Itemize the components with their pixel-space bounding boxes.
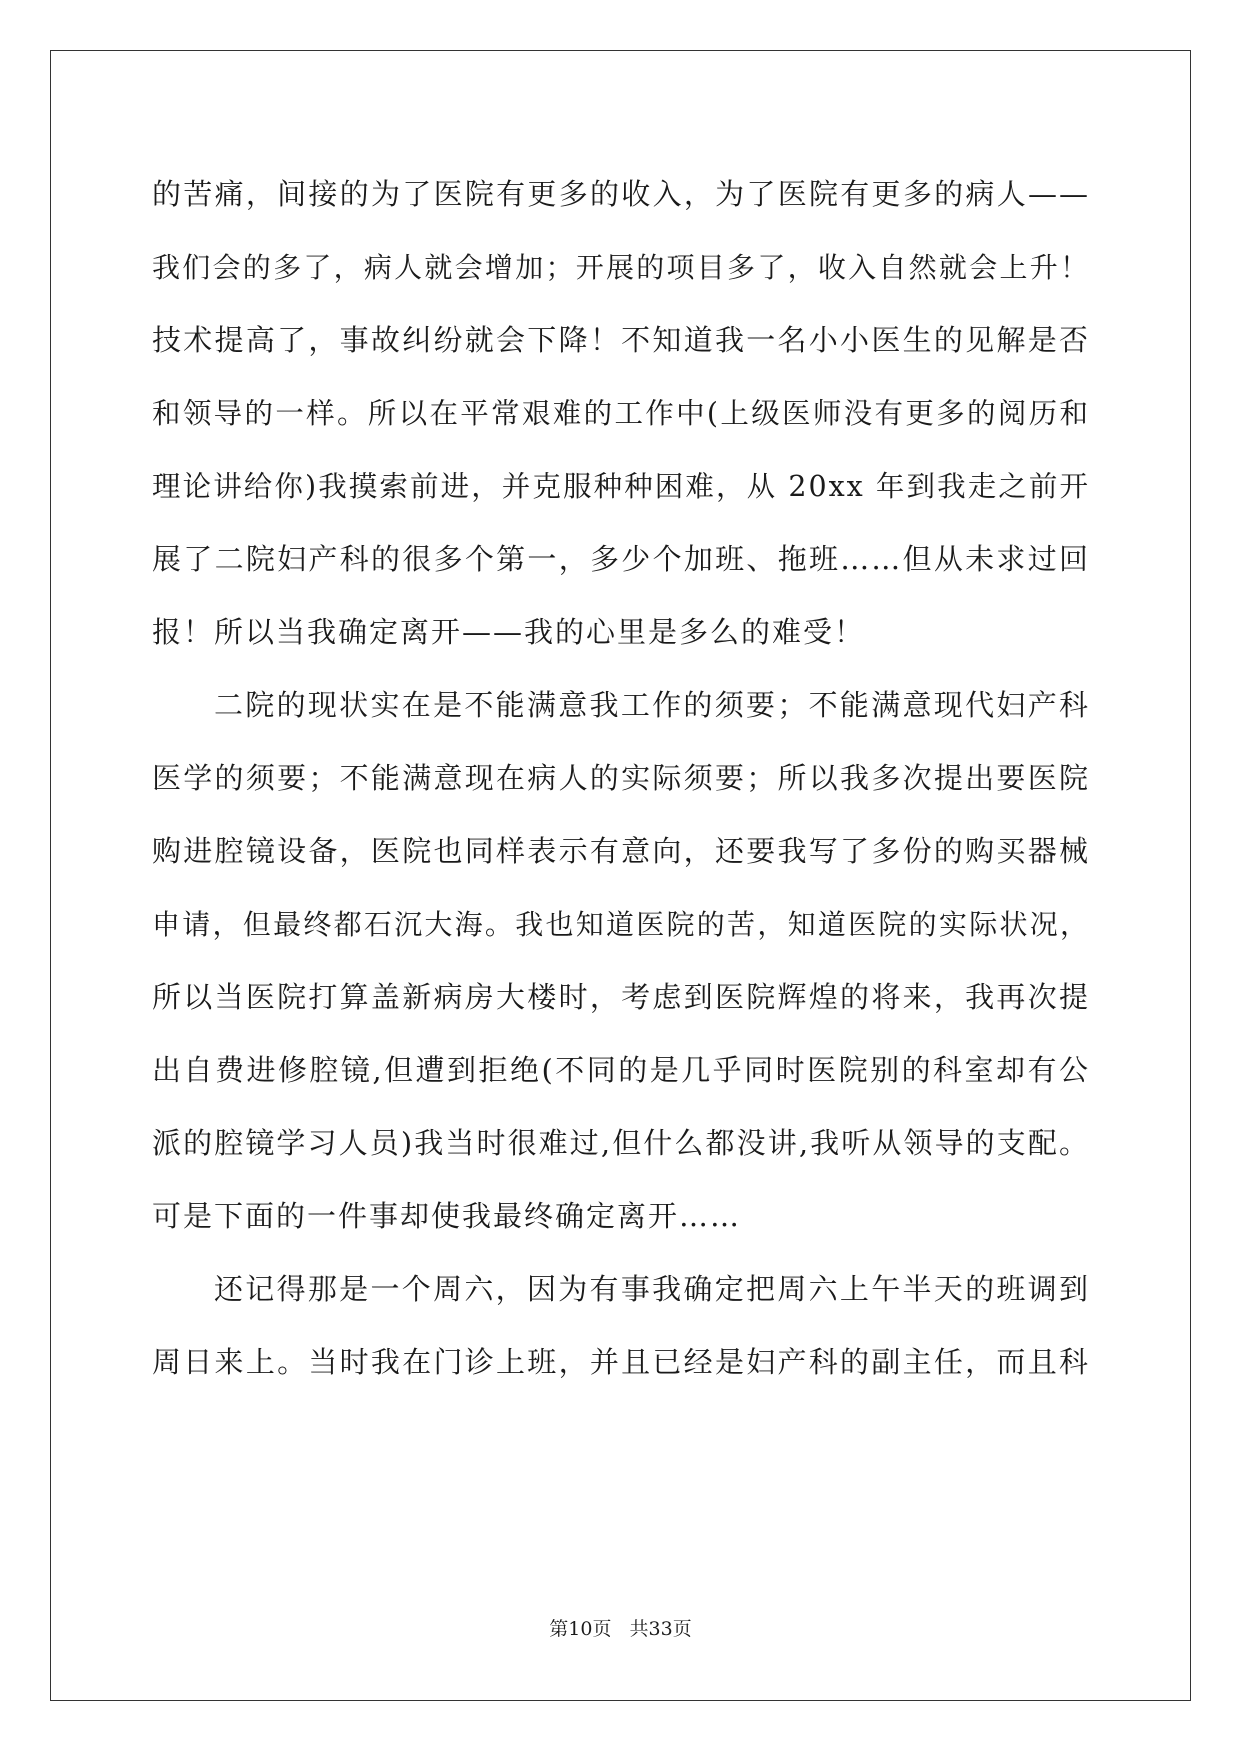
- text-line: 我们会的多了，病人就会增加；开展的项目多了，收入自然就会上升！: [152, 251, 1090, 284]
- text-line: 出自费进修腔镜,但遭到拒绝(不同的是几乎同时医院别的科室却有公: [152, 1053, 1090, 1087]
- text-line: 申请，但最终都石沉大海。我也知道医院的苦，知道医院的实际状况，: [152, 908, 1090, 941]
- text-line: 展了二院妇产科的很多个第一，多少个加班、拖班……但从未求过回: [152, 542, 1090, 576]
- paragraph: [152, 669, 1090, 1253]
- page-footer: [0, 1614, 1241, 1641]
- page-number: 第10页: [549, 1618, 612, 1640]
- text-line: 医学的须要；不能满意现在病人的实际须要；所以我多次提出要医院: [152, 761, 1090, 795]
- paragraph: [152, 158, 1090, 669]
- text-line: 二院的现状实在是不能满意我工作的须要；不能满意现代妇产科: [214, 688, 1090, 722]
- text-line: 技术提高了，事故纠纷就会下降！不知道我一名小小医生的见解是否: [152, 323, 1090, 357]
- text-line: 派的腔镜学习人员)我当时很难过,但什么都没讲,我听从领导的支配。: [152, 1126, 1090, 1160]
- text-line: 可是下面的一件事却使我最终确定离开……: [152, 1199, 742, 1233]
- text-line: 报！所以当我确定离开——我的心里是多么的难受！: [152, 615, 866, 649]
- text-line: 理论讲给你)我摸索前进，并克服种种困难，从 20xx 年到我走之前开: [152, 470, 1090, 503]
- text-line: 所以当医院打算盖新病房大楼时，考虑到医院辉煌的将来，我再次提: [152, 980, 1090, 1014]
- text-line: 购进腔镜设备，医院也同样表示有意向，还要我写了多份的购买器械: [152, 834, 1090, 868]
- text-line: 和领导的一样。所以在平常艰难的工作中(上级医师没有更多的阅历和: [152, 397, 1090, 430]
- text-line: 周日来上。当时我在门诊上班，并且已经是妇产科的副主任，而且科: [152, 1345, 1090, 1379]
- document-body: [152, 158, 1090, 1399]
- text-line: 的苦痛，间接的为了医院有更多的收入，为了医院有更多的病人——: [152, 177, 1090, 211]
- paragraph: [152, 1253, 1090, 1399]
- page-total: 共33页: [629, 1618, 692, 1640]
- text-line: 还记得那是一个周六，因为有事我确定把周六上午半天的班调到: [214, 1272, 1090, 1306]
